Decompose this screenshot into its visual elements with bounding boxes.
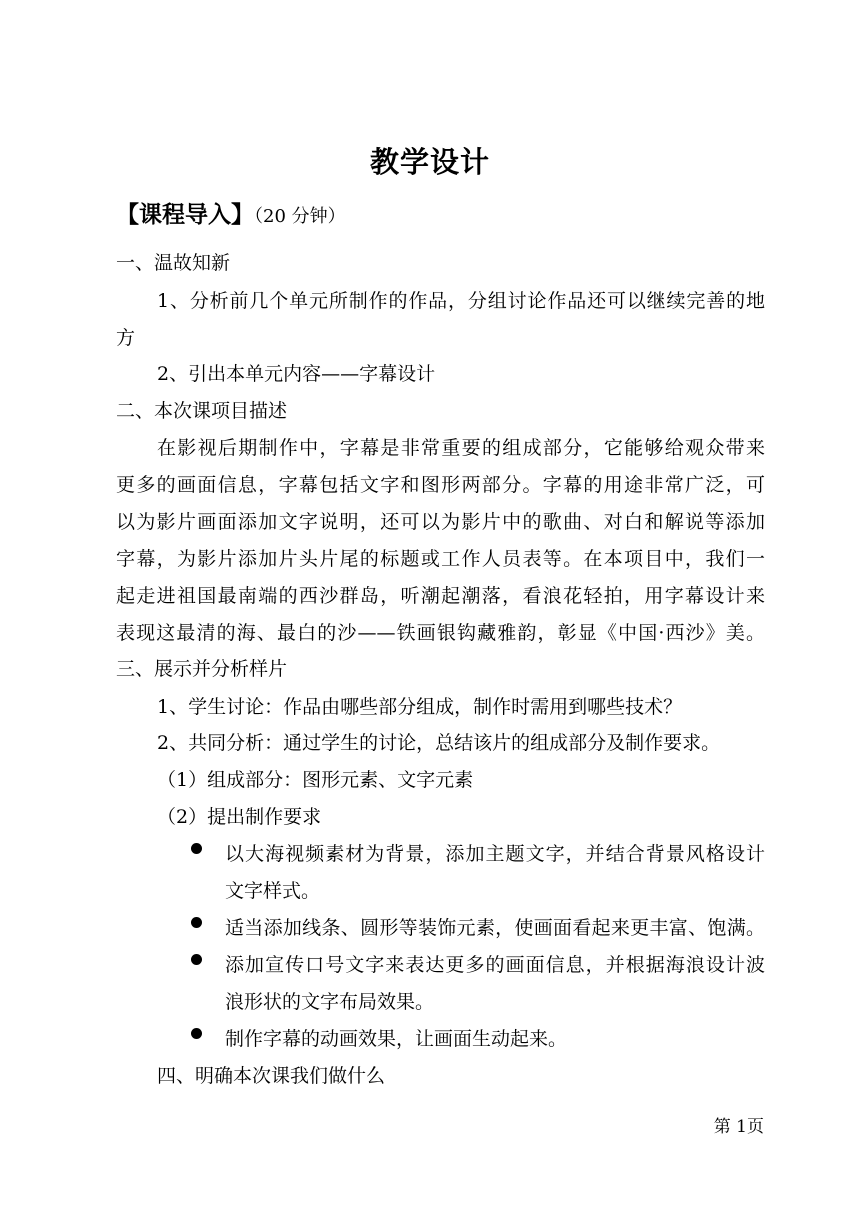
heading-project-description: 二、本次课项目描述 [116, 400, 288, 422]
paragraph-line3: 以为影片画面添加文字说明，还可以为影片中的歌曲、对白和解说等添加 [116, 511, 765, 533]
paragraph-line1: 在影视后期制作中，字幕是非常重要的组成部分，它能够给观众带来 [157, 437, 765, 459]
bullet-4: 制作字幕的动画效果，让画面生动起来。 [225, 1028, 568, 1050]
paragraph-line2: 更多的画面信息，字幕包括文字和图形两部分。字幕的用途非常广泛，可 [116, 474, 765, 496]
paragraph-line5: 起走进祖国最南端的西沙群岛，听潮起潮落，看浪花轻拍，用字幕设计来 [116, 585, 765, 607]
heading-sample-analysis: 三、展示并分析样片 [116, 658, 288, 680]
heading-review: 一、温故知新 [116, 252, 231, 274]
item-analyze-line2: 方 [116, 327, 136, 349]
subitem-components: （1）组成部分：图形元素、文字元素 [157, 769, 474, 791]
item-student-discussion: 1、学生讨论：作品由哪些部分组成，制作时需用到哪些技术？ [157, 696, 683, 718]
paragraph-line6: 表现这最清的海、最白的沙——铁画银钩藏雅韵，彰显《中国·西沙》美。 [116, 622, 765, 644]
bullet-1-line1: 以大海视频素材为背景，添加主题文字，并结合背景风格设计 [225, 843, 765, 865]
subitem-requirements: （2）提出制作要求 [157, 806, 322, 828]
section-heading [116, 196, 346, 229]
bullet-icon [191, 954, 202, 965]
bullet-3-line2: 浪形状的文字布局效果。 [225, 991, 435, 1013]
bullet-icon [191, 843, 202, 854]
bullet-2: 适当添加线条、圆形等装饰元素，使画面看起来更丰富、饱满。 [225, 917, 765, 939]
item-introduce: 2、引出本单元内容——字幕设计 [157, 363, 436, 385]
item-analyze-line1: 1、分析前几个单元所制作的作品，分组讨论作品还可以继续完善的地 [157, 290, 765, 312]
page-title: 教学设计 [369, 145, 490, 179]
bullet-icon [191, 917, 202, 928]
paragraph-line4: 字幕，为影片添加片头片尾的标题或工作人员表等。在本项目中，我们一 [116, 548, 765, 570]
bullet-icon [191, 1028, 202, 1039]
heading-what-we-do: 四、明确本次课我们做什么 [157, 1065, 386, 1087]
page-number: 第 1页 [713, 1117, 764, 1137]
bullet-1-line2: 文字样式。 [225, 880, 321, 902]
section-heading-label: 【课程导入】 [116, 201, 254, 228]
bullet-3-line1: 添加宣传口号文字来表达更多的画面信息，并根据海浪设计波 [225, 954, 765, 976]
section-duration: （20 分钟） [254, 206, 346, 227]
item-joint-analysis: 2、共同分析：通过学生的讨论，总结该片的组成部分及制作要求。 [157, 732, 721, 754]
